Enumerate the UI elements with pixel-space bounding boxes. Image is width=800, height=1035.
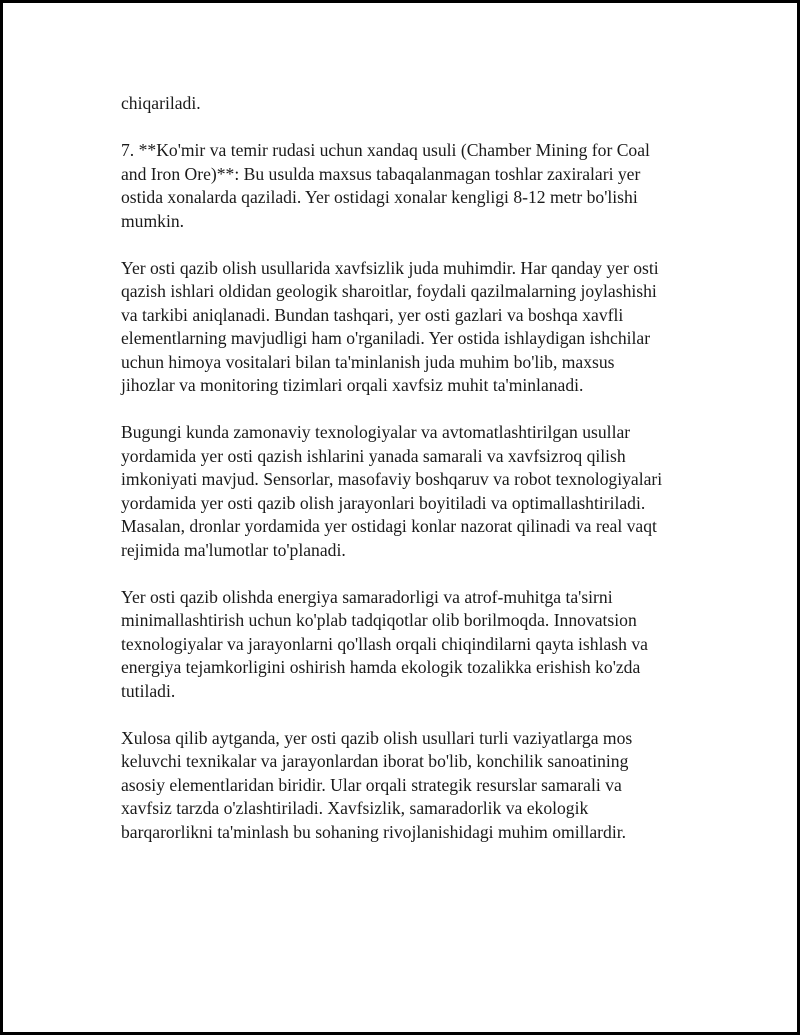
text-line: keluvchi texnikalar va jarayonlardan iborat bo'lib, konchilik sanoatining xyxy=(121,751,629,771)
text-line: asosiy elementlaridan biridir. Ular orqali strategik resurslar samarali va xyxy=(121,774,622,795)
text-line: mumkin. xyxy=(121,210,185,231)
paragraph-continuation xyxy=(121,92,701,116)
paragraph-chamber-mining xyxy=(121,139,701,233)
text-line: Yer osti qazib olish usullarida xavfsizlik juda muhimdir. Har qanday yer osti xyxy=(121,257,659,278)
text-line: chiqariladi. xyxy=(121,93,201,113)
text-line: ostida xonalarda qaziladi. Yer ostidagi xonalar kengligi 8-12 metr bo'lishi xyxy=(121,187,638,207)
text-line: yordamida yer osti qazib olish jarayonlari boyitiladi va optimallashtiriladi. xyxy=(121,492,646,513)
paragraph-safety xyxy=(121,257,701,398)
text-line: tutiladi. xyxy=(121,680,176,701)
text-line: minimallashtirish uchun ko'plab tadqiqotlar olib borilmoqda. Innovatsion xyxy=(121,610,637,630)
paragraph-conclusion xyxy=(121,727,701,845)
text-line: va tarkibi aniqlanadi. Bundan tashqari, yer osti gazlari va boshqa xavfli xyxy=(121,304,624,325)
document-body xyxy=(121,92,701,868)
text-line: and Iron Ore)**: Bu usulda maxsus tabaqalanmagan toshlar zaxiralari yer xyxy=(121,163,641,184)
text-line: rejimida ma'lumotlar to'planadi. xyxy=(121,539,346,560)
text-line: yordamida yer osti qazish ishlarini yanada samarali va xavfsizroq qilish xyxy=(121,445,626,466)
text-line: imkoniyati mavjud. Sensorlar, masofaviy boshqaruv va robot texnologiyalari xyxy=(121,469,663,489)
text-line: qazish ishlari oldidan geologik sharoitlar, foydali qazilmalarning joylashishi xyxy=(121,281,657,301)
text-line: xavfsiz tarzda o'zlashtiriladi. Xavfsizlik, samaradorlik va ekologik xyxy=(121,798,589,818)
text-line: energiya tejamkorligini oshirish hamda ekologik tozalikka erishish ko'zda xyxy=(121,657,641,677)
paragraph-technology xyxy=(121,421,701,562)
paragraph-energy xyxy=(121,586,701,704)
text-line: elementlarning mavjudligi ham o'rganiladi. Yer ostida ishlaydigan ishchilar xyxy=(121,328,651,348)
text-line: uchun himoya vositalari bilan ta'minlanish juda muhim bo'lib, maxsus xyxy=(121,351,615,372)
text-line: Xulosa qilib aytganda, yer osti qazib olish usullari turli vaziyatlarga mos xyxy=(121,727,633,748)
text-line: jihozlar va monitoring tizimlari orqali xavfsiz muhit ta'minlanadi. xyxy=(121,375,584,395)
text-line: Masalan, dronlar yordamida yer ostidagi konlar nazorat qilinadi va real vaqt xyxy=(121,516,657,536)
text-line: barqarorlikni ta'minlash bu sohaning rivojlanishidagi muhim omillardir. xyxy=(121,821,627,842)
text-line: Yer osti qazib olishda energiya samaradorligi va atrof-muhitga ta'sirni xyxy=(121,586,613,607)
text-line: 7. **Ko'mir va temir rudasi uchun xandaq usuli (Chamber Mining for Coal xyxy=(121,140,650,160)
text-line: texnologiyalar va jarayonlarni qo'llash orqali chiqindilarni qayta ishlash va xyxy=(121,633,648,654)
text-line: Bugungi kunda zamonaviy texnologiyalar va avtomatlashtirilgan usullar xyxy=(121,422,631,442)
